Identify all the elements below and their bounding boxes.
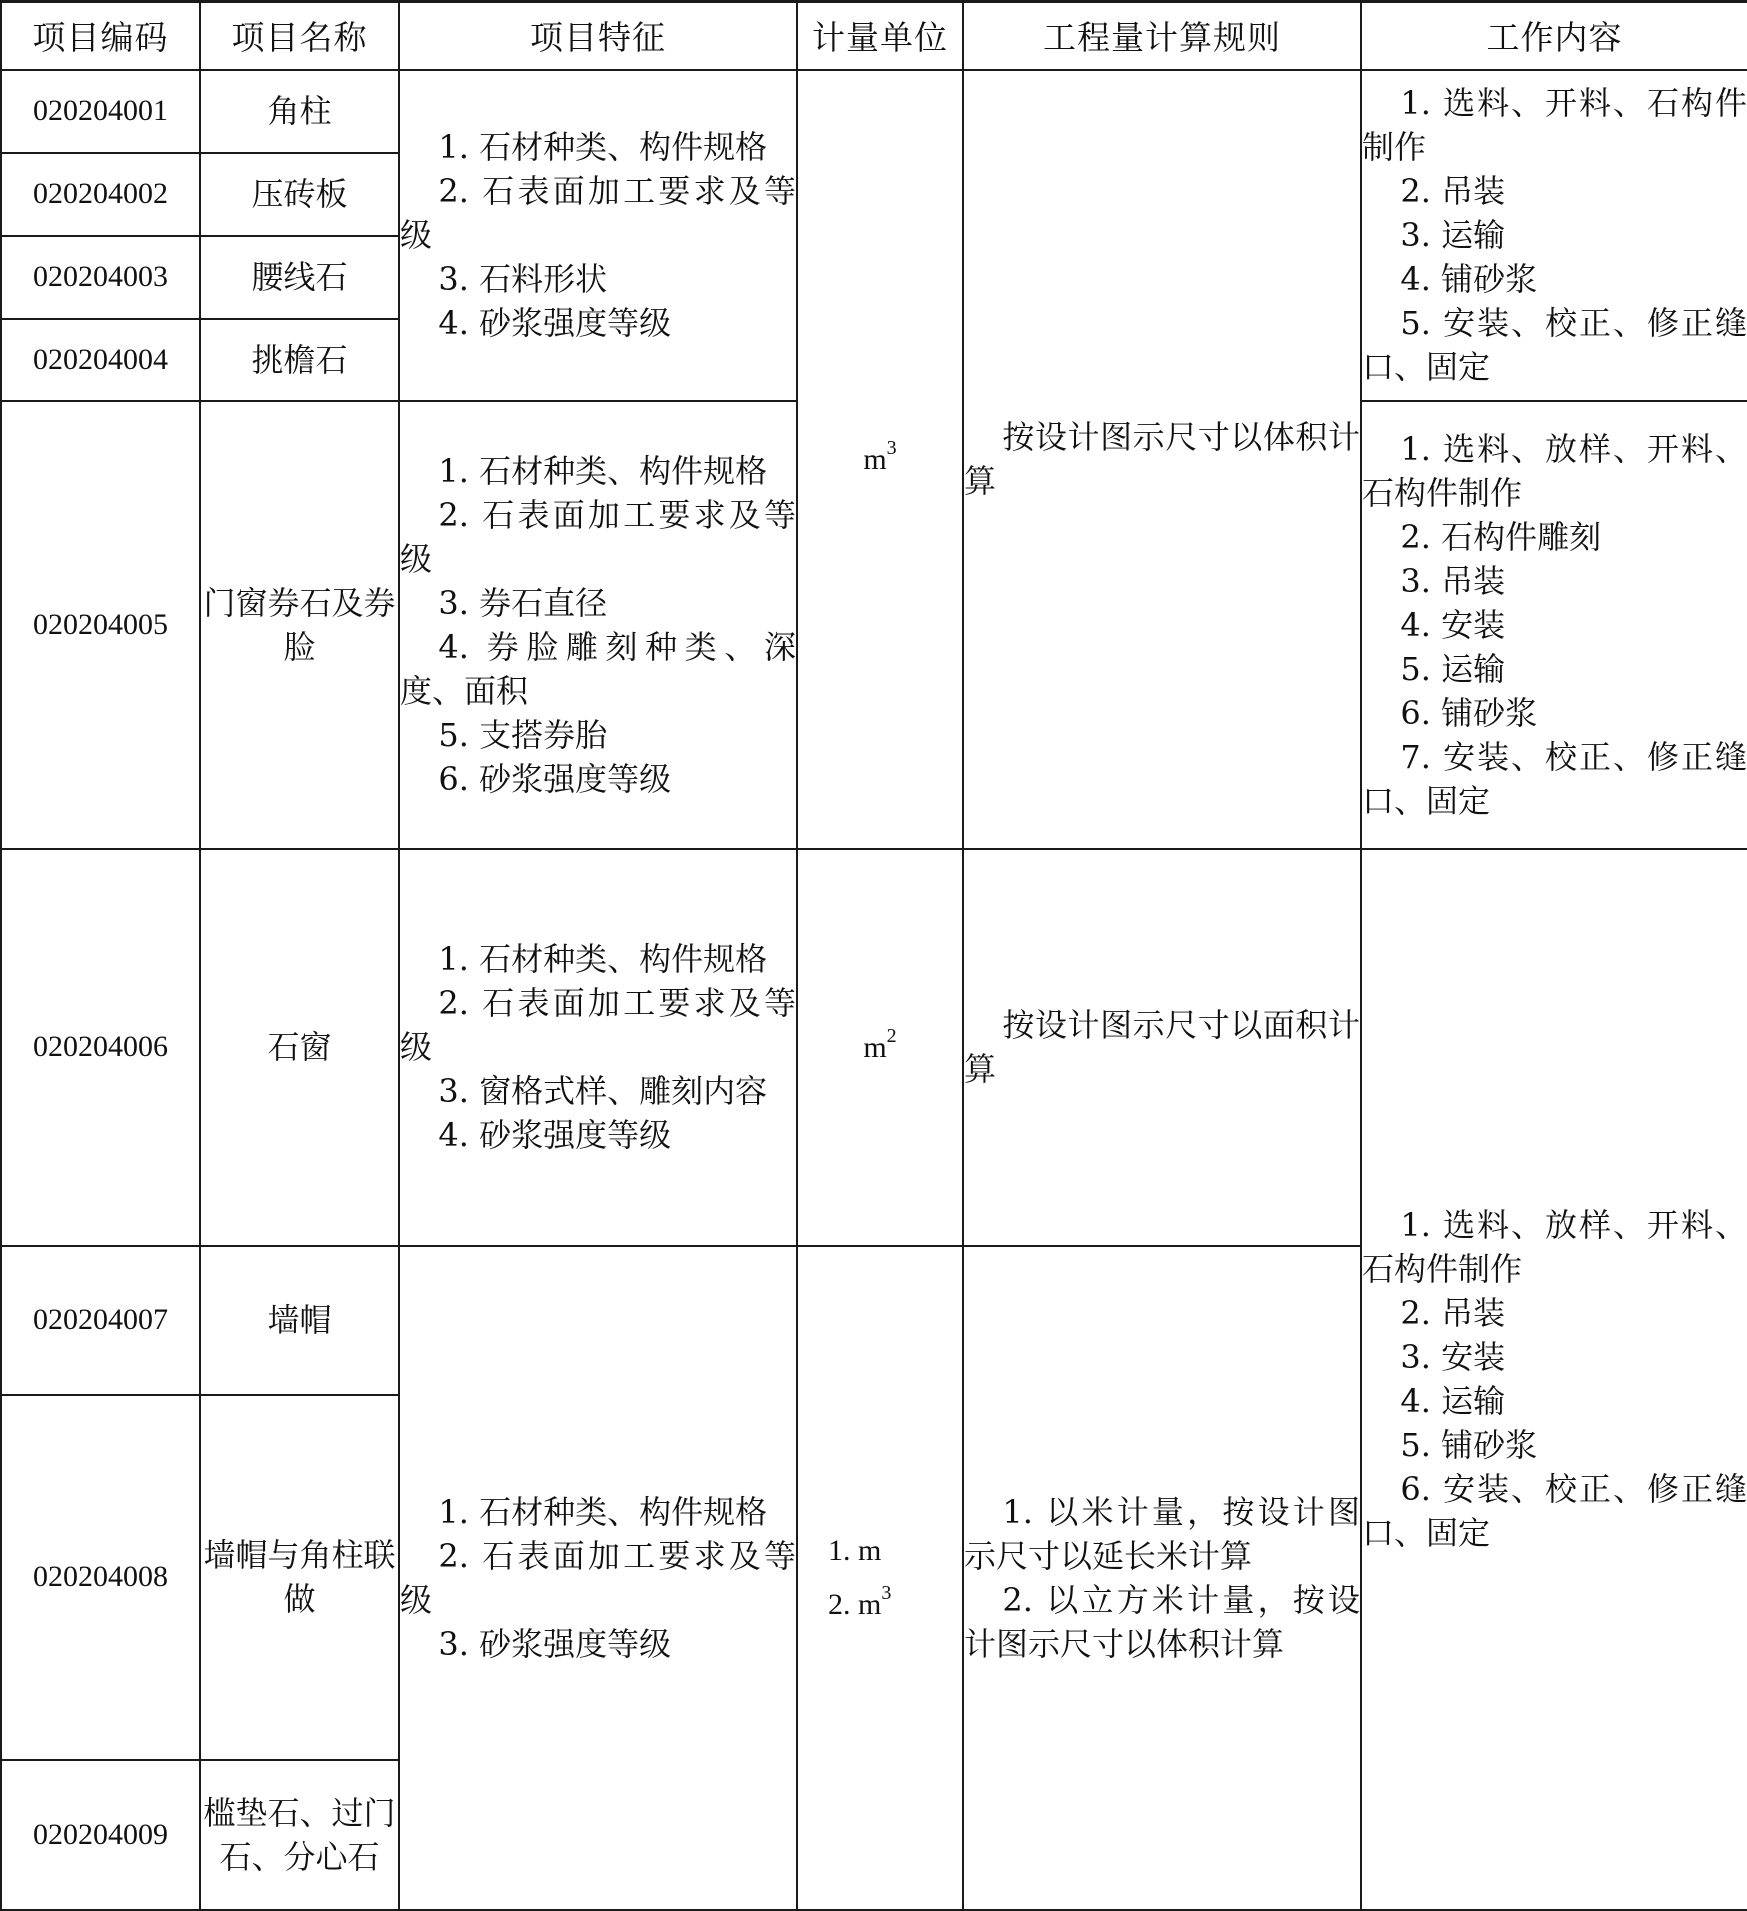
unit-base: 2. m xyxy=(828,1587,882,1621)
feature-line: 6. 砂浆强度等级 xyxy=(438,759,672,798)
feature-line: 1. 石材种类、构件规格 xyxy=(438,128,768,166)
feature-cell xyxy=(399,1246,797,1910)
item-code: 020204002 xyxy=(1,153,200,236)
rule-text: 按设计图示尺寸以面积计算 xyxy=(964,1006,1360,1088)
table-row xyxy=(1,849,1747,1246)
feature-line: 5. 支搭券胎 xyxy=(438,715,608,754)
work-line: 7. 安装、校正、修正缝口、固定 xyxy=(1362,737,1747,820)
feature-line: 2. 石表面加工要求及等级 xyxy=(400,984,796,1066)
unit-cell xyxy=(797,849,963,1246)
header-work: 工作内容 xyxy=(1361,2,1747,70)
work-line: 1. 选料、放样、开料、石构件制作 xyxy=(1362,429,1747,512)
header-code: 项目编码 xyxy=(1,2,200,70)
item-name: 角柱 xyxy=(200,70,399,153)
table-header-row xyxy=(1,2,1747,70)
work-line: 2. 吊装 xyxy=(1400,172,1506,210)
item-code: 020204007 xyxy=(1,1246,200,1395)
work-line: 1. 选料、开料、石构件制作 xyxy=(1362,84,1747,166)
rule-cell xyxy=(963,849,1361,1246)
feature-line: 2. 石表面加工要求及等级 xyxy=(400,172,796,254)
feature-line: 3. 石料形状 xyxy=(438,260,608,298)
item-code: 020204006 xyxy=(1,849,200,1246)
rule-text: 按设计图示尺寸以体积计算 xyxy=(964,418,1360,500)
item-name: 石窗 xyxy=(200,849,399,1246)
work-cell xyxy=(1361,849,1747,1910)
feature-line: 1. 石材种类、构件规格 xyxy=(438,451,768,490)
item-code: 020204005 xyxy=(1,401,200,849)
work-line: 3. 吊装 xyxy=(1400,561,1506,600)
header-name: 项目名称 xyxy=(200,2,399,70)
work-line: 3. 运输 xyxy=(1400,216,1506,254)
work-line: 6. 铺砂浆 xyxy=(1400,693,1538,732)
rule-cell xyxy=(963,70,1361,849)
work-line: 1. 选料、放样、开料、石构件制作 xyxy=(1362,1206,1747,1288)
feature-line: 2. 石表面加工要求及等级 xyxy=(400,495,796,578)
work-line: 5. 铺砂浆 xyxy=(1400,1426,1538,1464)
work-line: 6. 安装、校正、修正缝口、固定 xyxy=(1362,1470,1747,1552)
unit-base: m xyxy=(863,1031,887,1064)
feature-line: 4. 砂浆强度等级 xyxy=(438,304,672,342)
item-name: 门窗券石及券脸 xyxy=(200,401,399,849)
work-line: 4. 安装 xyxy=(1400,605,1506,644)
unit-cell xyxy=(797,1246,963,1910)
item-code: 020204001 xyxy=(1,70,200,153)
unit-base: m xyxy=(863,443,887,476)
item-code: 020204003 xyxy=(1,236,200,319)
feature-line: 3. 砂浆强度等级 xyxy=(438,1624,672,1663)
item-name: 挑檐石 xyxy=(200,319,399,401)
item-name: 墙帽与角柱联做 xyxy=(200,1395,399,1760)
unit-option: 1. m xyxy=(828,1533,882,1567)
unit-option xyxy=(798,1574,962,1628)
work-cell xyxy=(1361,70,1747,401)
feature-line: 1. 石材种类、构件规格 xyxy=(438,1492,768,1531)
feature-line: 3. 窗格式样、雕刻内容 xyxy=(438,1072,768,1110)
header-unit: 计量单位 xyxy=(797,2,963,70)
rule-cell xyxy=(963,1246,1361,1910)
feature-line: 1. 石材种类、构件规格 xyxy=(438,940,768,978)
work-cell xyxy=(1361,401,1747,849)
item-code: 020204009 xyxy=(1,1760,200,1910)
header-feature: 项目特征 xyxy=(399,2,797,70)
item-name: 墙帽 xyxy=(200,1246,399,1395)
work-line: 5. 运输 xyxy=(1400,649,1506,688)
unit-exponent: 2 xyxy=(886,1025,897,1047)
feature-cell xyxy=(399,401,797,849)
rule-line: 2. 以立方米计量，按设计图示尺寸以体积计算 xyxy=(964,1580,1360,1663)
work-line: 2. 吊装 xyxy=(1400,1294,1506,1332)
unit-exponent: 3 xyxy=(881,1581,892,1604)
work-line: 3. 安装 xyxy=(1400,1338,1506,1376)
feature-cell xyxy=(399,849,797,1246)
item-code: 020204008 xyxy=(1,1395,200,1760)
item-code: 020204004 xyxy=(1,319,200,401)
item-name: 槛垫石、过门石、分心石 xyxy=(200,1760,399,1910)
header-rule: 工程量计算规则 xyxy=(963,2,1361,70)
work-line: 5. 安装、校正、修正缝口、固定 xyxy=(1362,304,1747,386)
feature-cell xyxy=(399,70,797,401)
work-line: 4. 铺砂浆 xyxy=(1400,260,1538,298)
unit-exponent: 3 xyxy=(886,437,897,459)
unit-cell xyxy=(797,70,963,849)
table-row xyxy=(1,70,1747,153)
feature-line: 4. 砂浆强度等级 xyxy=(438,1116,672,1154)
item-name: 压砖板 xyxy=(200,153,399,236)
feature-line: 2. 石表面加工要求及等级 xyxy=(400,1536,796,1619)
feature-line: 4. 券脸雕刻种类、深度、面积 xyxy=(400,627,796,710)
feature-line: 3. 券石直径 xyxy=(438,583,608,622)
work-line: 2. 石构件雕刻 xyxy=(1400,517,1602,556)
work-line: 4. 运输 xyxy=(1400,1382,1506,1420)
rule-line: 1. 以米计量，按设计图示尺寸以延长米计算 xyxy=(964,1492,1360,1575)
item-name: 腰线石 xyxy=(200,236,399,319)
